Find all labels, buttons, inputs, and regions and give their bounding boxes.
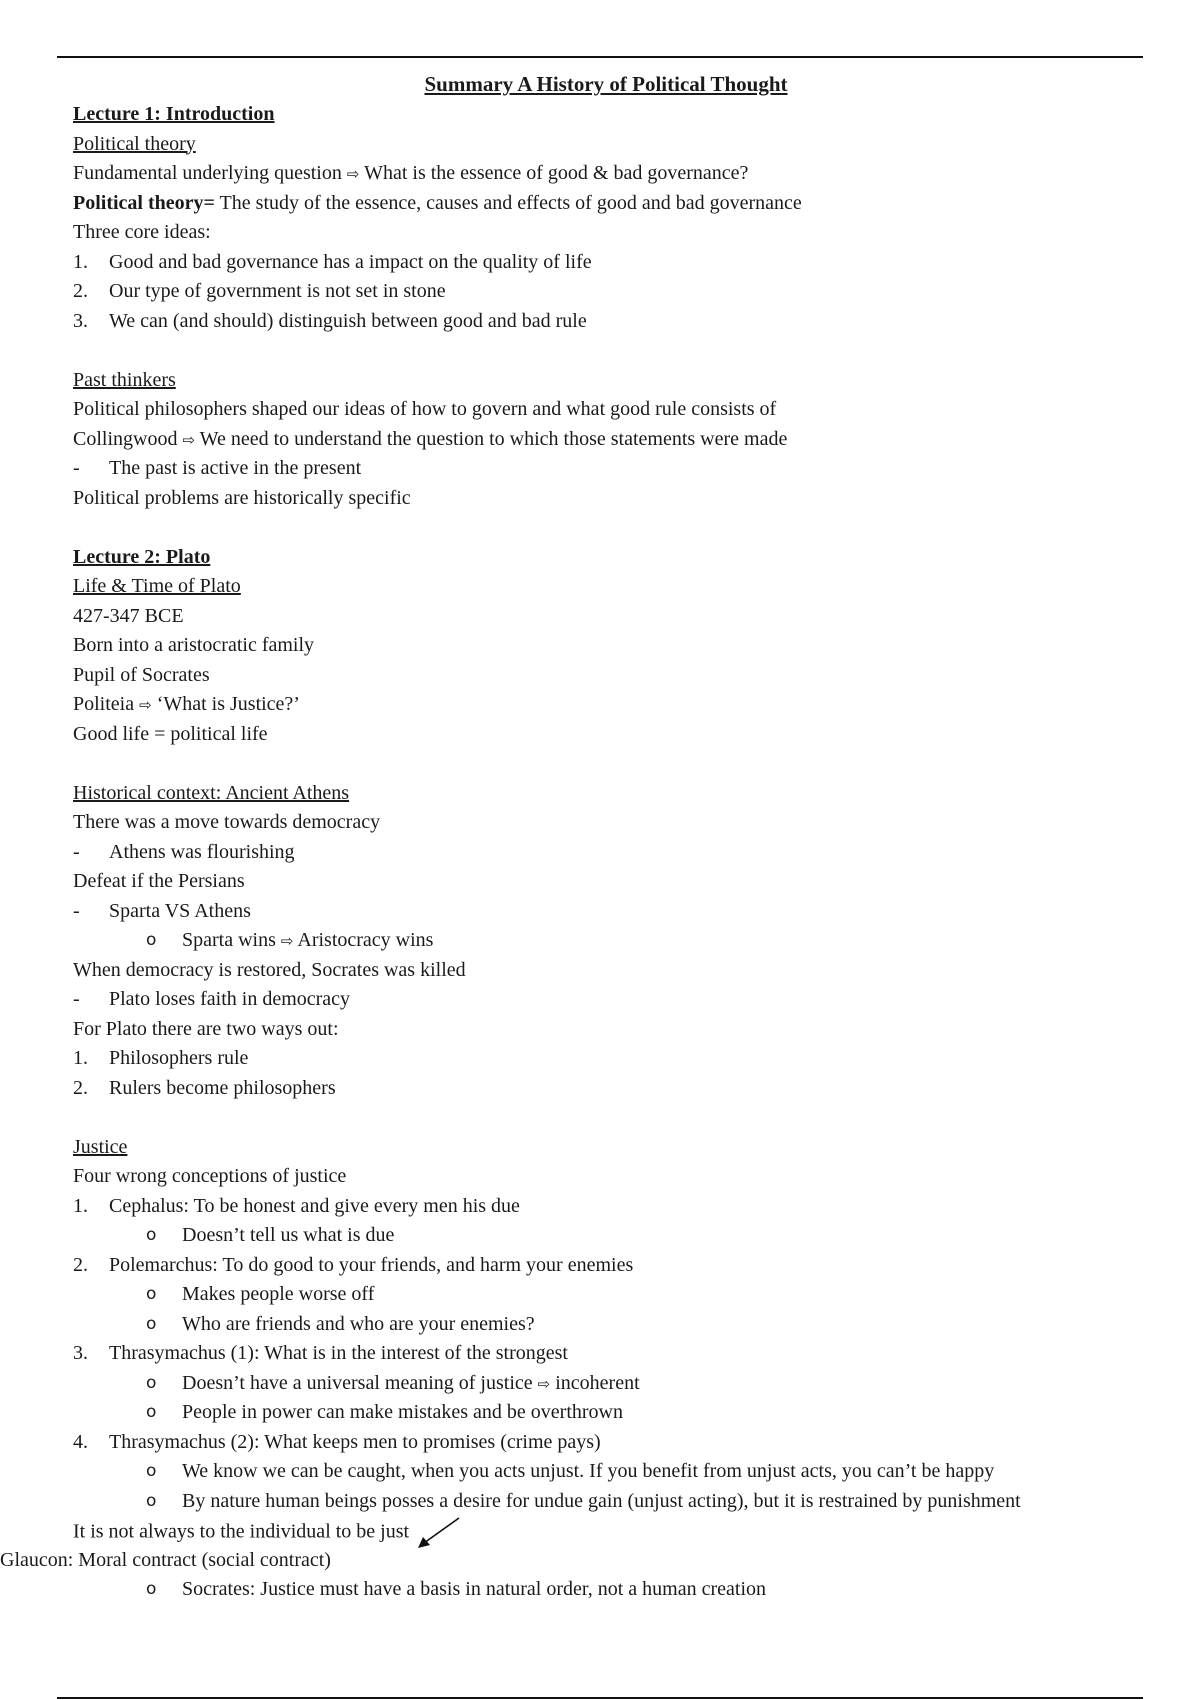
circle-item	[73, 1457, 1153, 1487]
arrow-icon: ⇨	[139, 696, 152, 714]
circle-text: Who are friends and who are your enemies?	[182, 1312, 535, 1335]
circle-text: Makes people worse off	[182, 1283, 375, 1305]
not-always-text: It is not always to the individual to be just	[73, 1520, 410, 1543]
fundamental-question-post: What is the essence of good & bad governance?	[364, 162, 749, 184]
circle-bullet: o	[146, 1490, 157, 1511]
paragraph-line: Good life = political life	[73, 722, 268, 745]
list-text: Thrasymachus (2): What keeps men to promises (crime pays)	[109, 1430, 601, 1453]
fundamental-question-pre: Fundamental underlying question	[73, 162, 342, 184]
list-item	[73, 248, 1153, 278]
spacer	[73, 1103, 1153, 1133]
list-number: 2.	[73, 1253, 88, 1276]
dash-item	[73, 454, 1153, 484]
paragraph-line: Four wrong conceptions of justice	[73, 1165, 347, 1187]
spacer	[73, 336, 1153, 366]
collingwood-pre: Collingwood	[73, 427, 178, 450]
circle-text: We know we can be caught, when you acts unjust. If you benefit from unjust acts, you can’t be happy	[182, 1460, 995, 1482]
politeia-line	[73, 690, 1153, 720]
list-number: 3.	[73, 1342, 88, 1364]
spacer	[73, 513, 1153, 543]
dash-text: The past is active in the present	[109, 457, 362, 479]
list-number: 1.	[73, 250, 88, 273]
circle-text: Doesn’t tell us what is due	[182, 1224, 395, 1246]
circle-text-post: incoherent	[555, 1371, 640, 1394]
paragraph-line: 427-347 BCE	[73, 604, 184, 627]
circle-item	[73, 926, 1153, 956]
paragraph-line: Defeat if the Persians	[73, 870, 245, 892]
arrow-icon: ⇨	[182, 430, 196, 449]
justice-subheading: Justice	[73, 1135, 128, 1158]
list-text: We can (and should) distinguish between good and bad rule	[109, 309, 587, 332]
list-number: 2.	[73, 1076, 88, 1099]
definition-text: The study of the essence, causes and effects of good and bad governance	[214, 191, 802, 214]
political-theory-subheading: Political theory	[73, 132, 196, 155]
collingwood-line	[73, 425, 1153, 455]
paragraph-line: For Plato there are two ways out:	[73, 1017, 339, 1040]
circle-text: Socrates: Justice must have a basis in natural order, not a human creation	[182, 1578, 767, 1600]
list-number: 2.	[73, 280, 88, 302]
document-title: Summary A History of Political Thought	[424, 72, 788, 96]
paragraph-line: Pupil of Socrates	[73, 663, 210, 686]
lecture2-heading: Lecture 2: Plato	[73, 545, 211, 568]
circle-item	[73, 1487, 1153, 1517]
collingwood-post: We need to understand the question to which those statements were made	[199, 427, 788, 450]
dash-text: Sparta VS Athens	[109, 899, 251, 922]
political-theory-definition	[73, 189, 1153, 219]
list-text: Philosophers rule	[109, 1047, 249, 1069]
dash-bullet: -	[73, 840, 80, 863]
list-item	[73, 1044, 1153, 1074]
list-number: 1.	[73, 1047, 88, 1069]
arrow-icon: ⇨	[346, 165, 360, 183]
dash-item	[73, 838, 1153, 868]
bottom-rule	[57, 1697, 1143, 1699]
circle-text: By nature human beings posses a desire for undue gain (unjust acting), but it is restrained by punishment	[182, 1489, 1021, 1512]
politeia-pre: Politeia	[73, 693, 135, 715]
dash-item	[73, 985, 1153, 1015]
paragraph-line: When democracy is restored, Socrates was killed	[73, 958, 466, 981]
definition-term: Political theory=	[73, 191, 215, 214]
paragraph-line: Political philosophers shaped our ideas of how to govern and what good rule consists of	[73, 398, 777, 420]
list-text: Rulers become philosophers	[109, 1076, 336, 1099]
paragraph-line: Born into a aristocratic family	[73, 634, 315, 656]
not-always-line	[73, 1516, 1153, 1546]
list-text: Good and bad governance has a impact on the quality of life	[109, 250, 592, 273]
list-text: Polemarchus: To do good to your friends, and harm your enemies	[109, 1253, 634, 1276]
circle-bullet: o	[146, 1225, 157, 1245]
fundamental-question	[73, 159, 1153, 189]
context-subheading: Historical context: Ancient Athens	[73, 781, 350, 804]
spacer	[73, 749, 1153, 779]
circle-bullet: o	[146, 1579, 157, 1599]
list-item	[73, 1192, 1153, 1222]
list-text: Thrasymachus (1): What is in the interest of the strongest	[109, 1342, 568, 1364]
list-text: Cephalus: To be honest and give every men his due	[109, 1194, 520, 1217]
circle-bullet: o	[146, 1372, 157, 1393]
list-item	[73, 1339, 1153, 1369]
list-item	[73, 1428, 1153, 1458]
politeia-post: ‘What is Justice?’	[156, 693, 300, 715]
dash-item	[73, 897, 1153, 927]
list-item	[73, 307, 1153, 337]
circle-bullet: o	[146, 930, 157, 950]
circle-item	[73, 1221, 1153, 1251]
list-item	[73, 1251, 1153, 1281]
dash-bullet: -	[73, 899, 80, 922]
circle-bullet: o	[146, 1461, 157, 1481]
dash-bullet: -	[73, 988, 80, 1010]
circle-item	[73, 1398, 1153, 1428]
dash-text: Athens was flourishing	[109, 840, 295, 863]
circle-bullet: o	[146, 1313, 157, 1334]
circle-item	[73, 1575, 1153, 1605]
list-number: 1.	[73, 1194, 88, 1217]
past-thinkers-subheading: Past thinkers	[73, 368, 176, 391]
circle-bullet: o	[146, 1402, 157, 1422]
dash-bullet: -	[73, 457, 80, 479]
circle-item	[73, 1369, 1153, 1399]
list-item	[73, 1074, 1153, 1104]
arrow-icon: ⇨	[280, 932, 294, 950]
circle-text-post: Aristocracy wins	[297, 929, 434, 951]
paragraph-line: There was a move towards democracy	[73, 811, 381, 833]
life-subheading: Life & Time of Plato	[73, 575, 241, 597]
lecture1-heading: Lecture 1: Introduction	[73, 103, 275, 125]
list-number: 3.	[73, 309, 88, 332]
list-text: Our type of government is not set in stone	[109, 280, 446, 302]
arrow-icon: ⇨	[537, 1374, 551, 1393]
circle-text-pre: Doesn’t have a universal meaning of justice	[182, 1371, 533, 1394]
dash-text: Plato loses faith in democracy	[109, 988, 351, 1010]
top-rule	[57, 56, 1143, 58]
paragraph-line: Political problems are historically specific	[73, 486, 411, 509]
circle-text: People in power can make mistakes and be overthrown	[182, 1401, 623, 1423]
circle-bullet: o	[146, 1284, 157, 1304]
circle-item	[73, 1280, 1153, 1310]
circle-text-pre: Sparta wins	[182, 929, 276, 951]
list-number: 4.	[73, 1430, 88, 1453]
circle-item	[73, 1310, 1153, 1340]
list-item	[73, 277, 1153, 307]
core-ideas-intro: Three core ideas:	[73, 221, 211, 243]
glaucon-line: Glaucon: Moral contract (social contract)	[0, 1548, 331, 1571]
document-body	[0, 100, 1153, 1605]
